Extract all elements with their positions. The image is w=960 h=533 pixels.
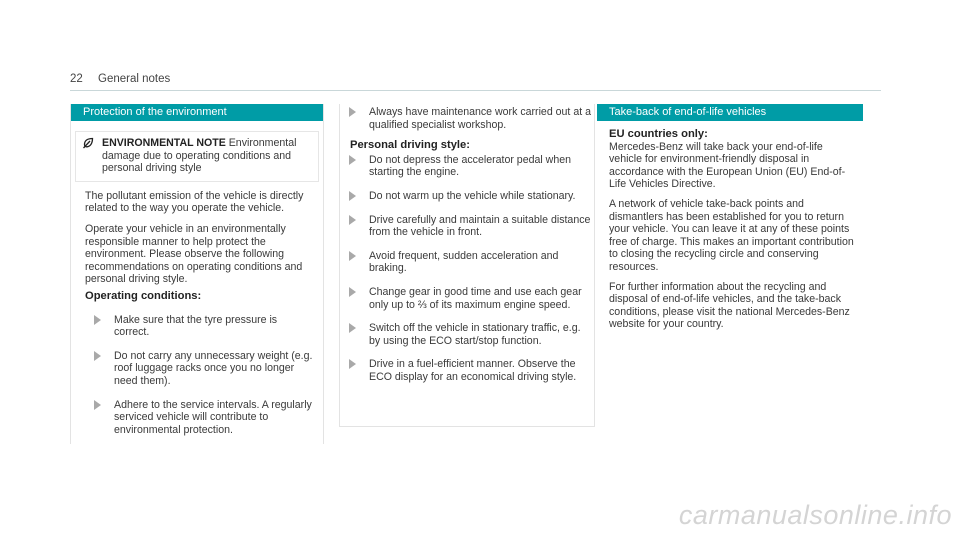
eu-countries-heading: EU countries only: (609, 128, 708, 140)
personal-driving-heading: Personal driving style: (350, 139, 470, 152)
environmental-note-box (75, 131, 319, 182)
list-item: Adhere to the service intervals. A regularly serviced vehicle will contribute to environmental protection. (85, 399, 315, 437)
bullet-arrow-icon (349, 191, 356, 201)
paragraph: Operate your vehicle in an environmentally responsible manner to help protect the environment. Please observe the following recommendations on operating conditions and personal driving style. (85, 222, 303, 286)
take-back-body (597, 128, 863, 331)
header-divider (70, 90, 881, 91)
paragraph: Mercedes-Benz will take back your end-of-life vehicle for environment-friendly disposal in accordance with the European Union (EU) End-of-Life Vehicles Directive. (609, 140, 846, 191)
bullet-arrow-icon (94, 315, 101, 325)
environmental-note-title: ENVIRONMENTAL NOTE (102, 137, 226, 149)
bullet-arrow-icon (349, 107, 356, 117)
list-item: Do not depress the accelerator pedal when starting the engine. (340, 154, 594, 179)
driving-style-list (340, 154, 594, 384)
page-number: 22 (70, 73, 83, 85)
paragraph: For further information about the recycling and disposal of end-of-life vehicles, and the take-back conditions, please visit the national Mercedes-Benz website for your country. (609, 280, 850, 331)
environment-body (71, 190, 323, 437)
paragraph: The pollutant emission of the vehicle is directly related to the way you operate the vehicle. (85, 189, 304, 215)
operating-conditions-list (85, 314, 315, 437)
list-item: Avoid frequent, sudden acceleration and braking. (340, 250, 594, 275)
maintenance-list (340, 106, 594, 131)
section-title: General notes (98, 73, 171, 85)
environmental-note-text: Environmental damage due to operating conditions and personal driving style (102, 137, 297, 175)
list-item: Do not carry any unnecessary weight (e.g. roof luggage racks once you no longer need them). (85, 350, 315, 388)
bullet-arrow-icon (349, 251, 356, 261)
bullet-arrow-icon (349, 323, 356, 333)
leaf-icon (82, 137, 94, 149)
watermark: carmanualsonline.info (678, 500, 952, 530)
list-item: Drive carefully and maintain a suitable distance from the vehicle in front. (340, 214, 594, 239)
list-item: Change gear in good time and use each gear only up to ⅔ of its maximum engine speed. (340, 286, 594, 311)
list-item: Make sure that the tyre pressure is correct. (85, 314, 315, 339)
list-item: Do not warm up the vehicle while stationary. (340, 190, 594, 203)
paragraph: A network of vehicle take-back points and dismantlers has been established for you to return your vehicle. You can leave it at any of these points free of charge. This makes an important contribution to closing the recycling circle and conserving resources. (609, 197, 854, 273)
bullet-arrow-icon (349, 359, 356, 369)
list-item: Switch off the vehicle in stationary traffic, e.g. by using the ECO start/stop function. (340, 322, 594, 347)
environment-section-bar: Protection of the environment (71, 104, 323, 121)
bullet-arrow-icon (94, 400, 101, 410)
driving-column (339, 104, 595, 427)
operating-conditions-heading: Operating conditions: (85, 289, 202, 302)
page-header (70, 73, 170, 85)
environment-column (70, 104, 324, 444)
bullet-arrow-icon (94, 351, 101, 361)
list-item: Always have maintenance work carried out at a qualified specialist workshop. (340, 106, 594, 131)
driving-body (340, 139, 594, 152)
list-item: Drive in a fuel-efficient manner. Observe the ECO display for an economical driving style. (340, 358, 594, 383)
take-back-column (597, 104, 863, 331)
take-back-section-bar: Take-back of end-of-life vehicles (597, 104, 863, 121)
bullet-arrow-icon (349, 287, 356, 297)
bullet-arrow-icon (349, 155, 356, 165)
bullet-arrow-icon (349, 215, 356, 225)
